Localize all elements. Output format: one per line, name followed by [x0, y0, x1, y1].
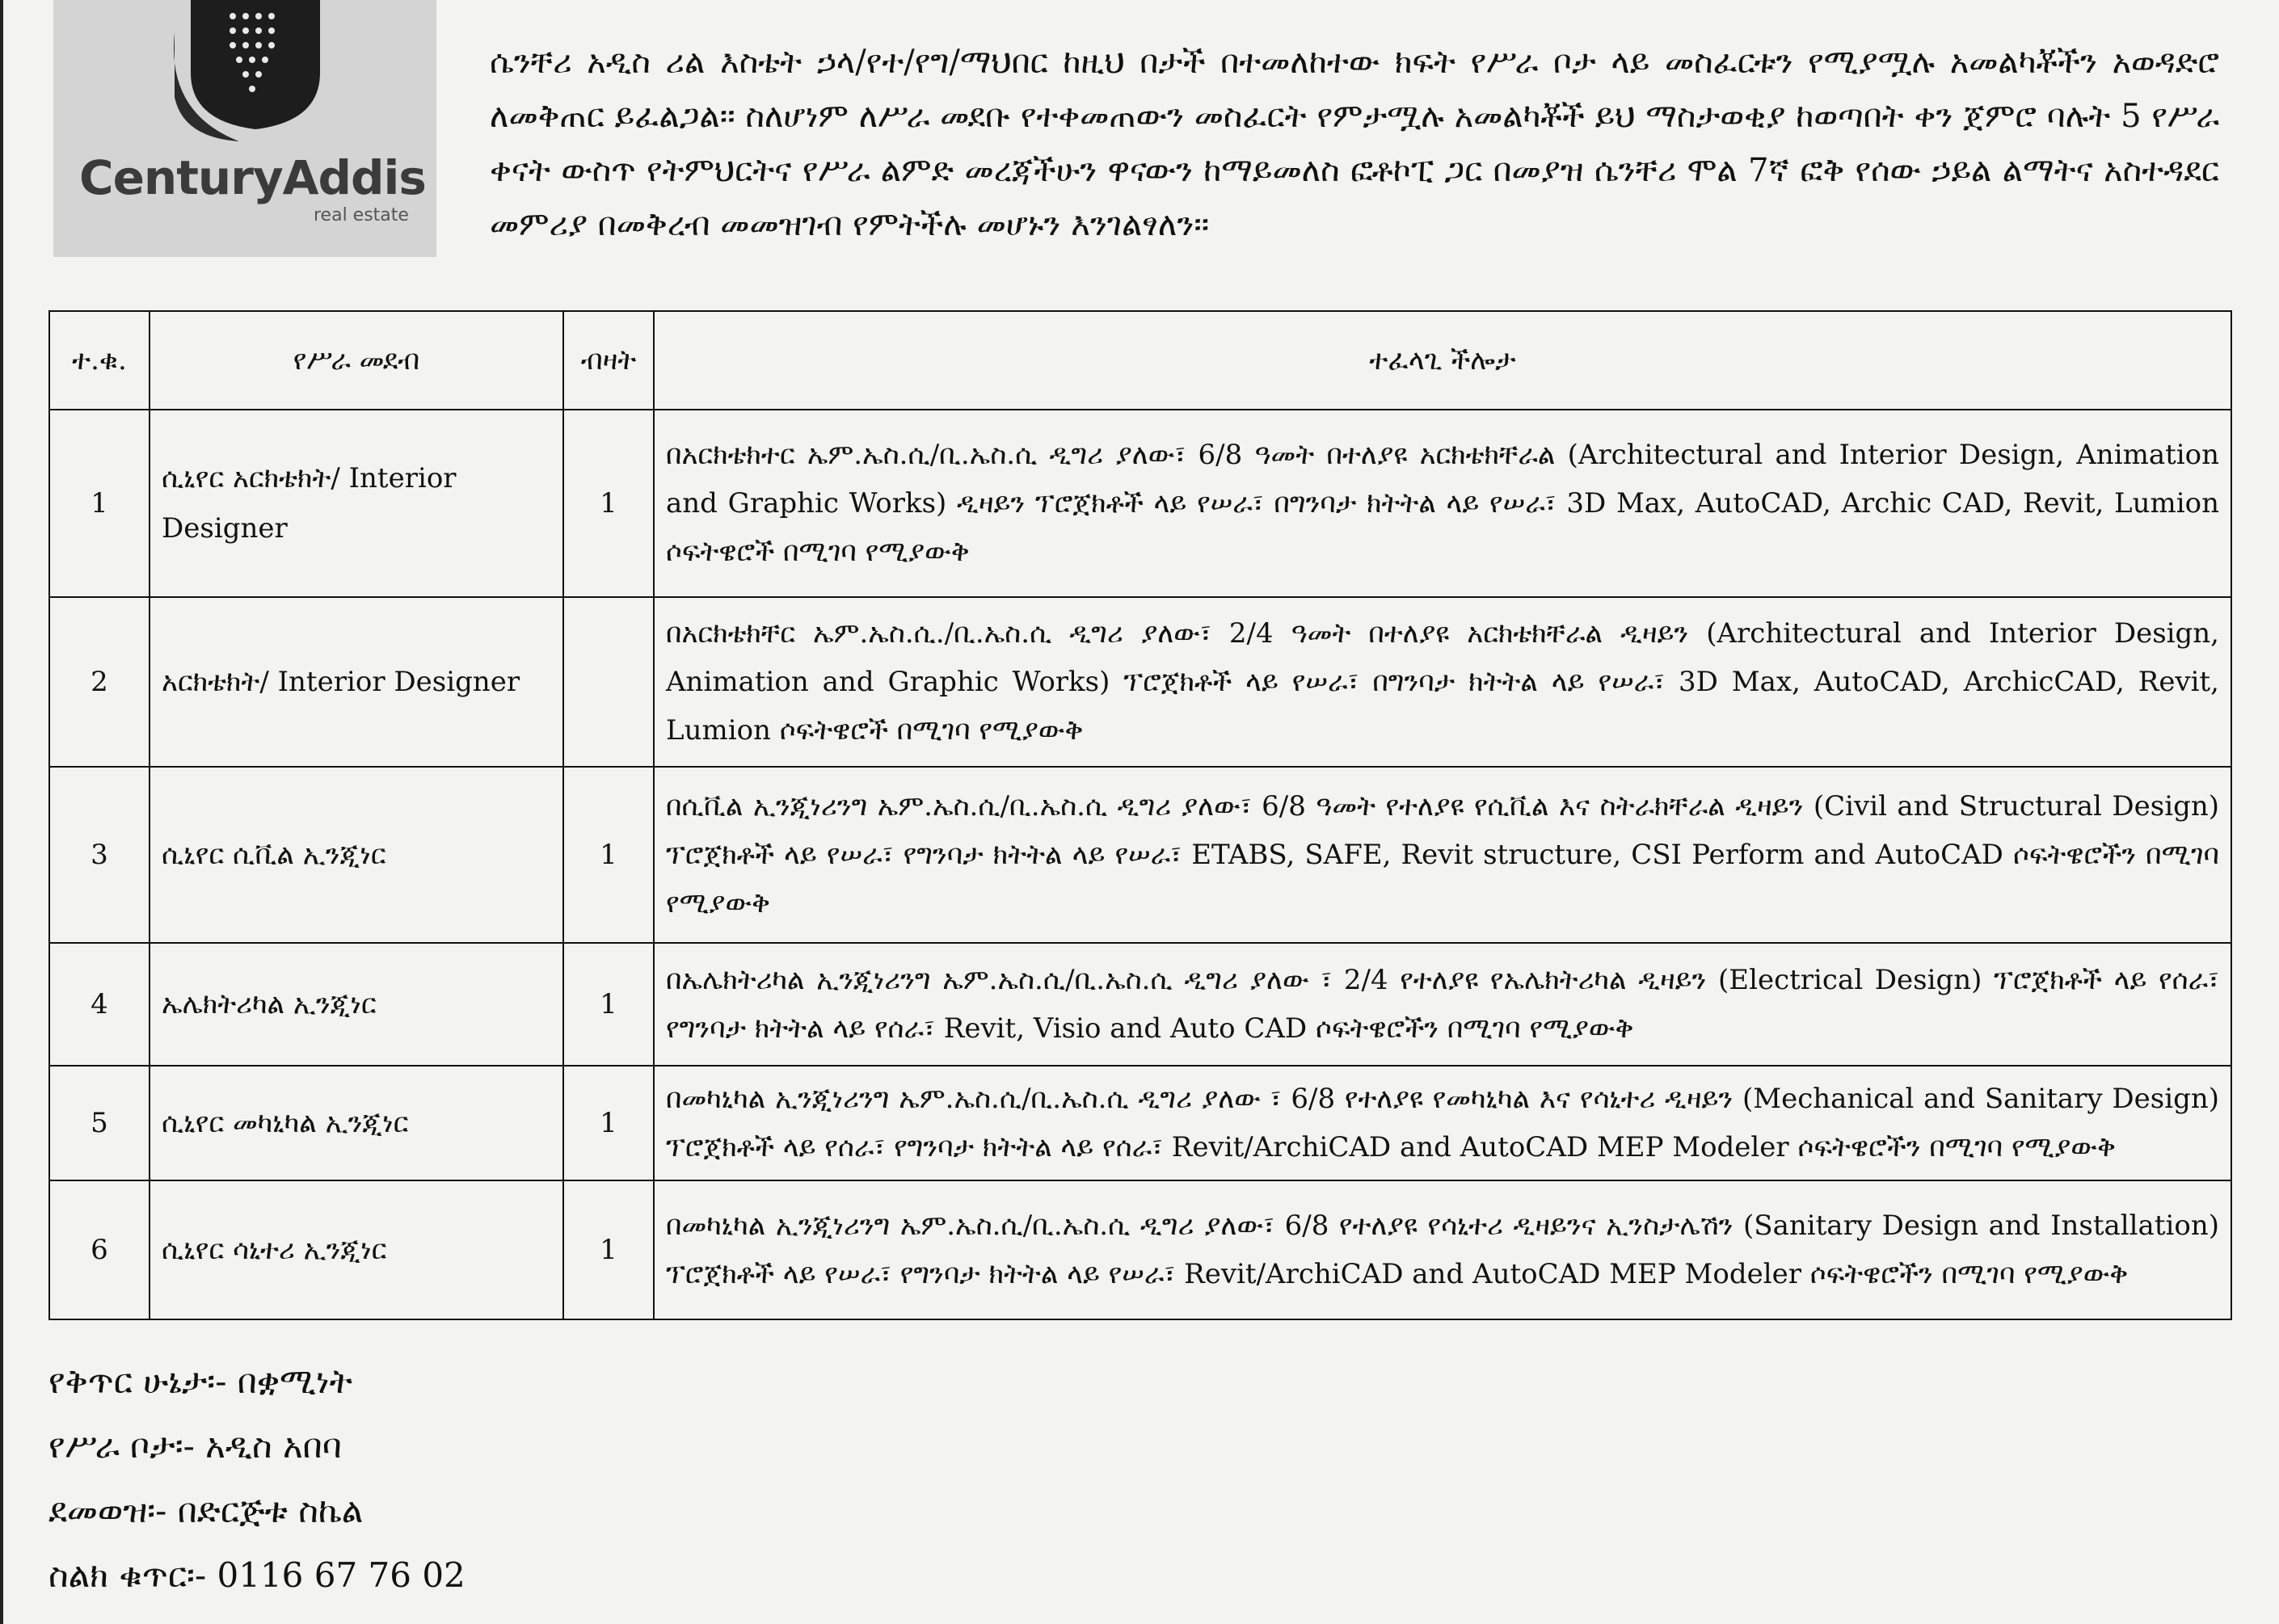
- row-number: 3: [49, 767, 150, 943]
- row-job-title: አርክቴክት/ Interior Designer: [150, 597, 563, 767]
- row-quantity: 1: [563, 943, 654, 1066]
- work-location: የሥራ ቦታ፡- አዲስ አበባ: [48, 1426, 342, 1466]
- row-job-title: ሲኒየር ሲቪል ኢንጂነር: [150, 767, 563, 943]
- table-row: [49, 410, 2231, 597]
- row-number: 2: [49, 597, 150, 767]
- employment-details: [48, 1349, 465, 1608]
- header-requirements: ተፈላጊ ችሎታ: [654, 311, 2231, 410]
- table-row: [49, 767, 2231, 943]
- row-quantity: 1: [563, 1180, 654, 1319]
- row-quantity: 1: [563, 1066, 654, 1180]
- row-quantity: 1: [563, 410, 654, 597]
- logo-brand-text: CenturyAddis: [79, 150, 426, 205]
- header-job-title: የሥራ መደብ: [150, 311, 563, 410]
- row-requirements: በአርክቴክቸር ኤም.ኤስ.ሲ./ቢ.ኤስ.ሲ ዲግሪ ያለው፣ 2/4 ዓመት በተለያዩ አርክቴክቸራል ዲዛይን (Architectural and Interior Design, Animation and Graphic Works) ፕሮጀክቶች ላይ የሠራ፣ በግንባታ ክትትል ላይ የሠራ፣ 3D Max, AutoCAD, ArchicCAD, Revit, Lumion ሶፍትዌሮች በሚገባ የሚያውቅ: [654, 597, 2231, 767]
- header-number: ተ.ቁ.: [49, 311, 150, 410]
- row-job-title: ሲኒየር ሳኒተሪ ኢንጂነር: [150, 1180, 563, 1319]
- row-requirements: በመካኒካል ኢንጂነሪንግ ኤም.ኤስ.ሲ/ቢ.ኤስ.ሲ ዲግሪ ያለው፣ 6/8 የተለያዩ የሳኒተሪ ዲዛይንና ኢንስታሌሽን (Sanitary Design and Installation) ፕሮጀክቶች ላይ የሠራ፣ የግንባታ ክትትል ላይ የሠራ፣ Revit/ArchiCAD and AutoCAD MEP Modeler ሶፍትዌሮችን በሚገባ የሚያውቅ: [654, 1180, 2231, 1319]
- table-header-row: [49, 311, 2231, 410]
- table-row: [49, 597, 2231, 767]
- header-quantity: ብዛት: [563, 311, 654, 410]
- row-requirements: በአርክቴክተር ኤም.ኤስ.ሲ/ቢ.ኤስ.ሲ ዲግሪ ያለው፣ 6/8 ዓመት በተለያዩ አርክቴክቸራል (Architectural and Interior Design, Animation and Graphic Works) ዲዛይን ፕሮጀክቶች ላይ የሠራ፣ በግንባታ ክትትል ላይ የሠራ፣ 3D Max, AutoCAD, Archic CAD, Revit, Lumion ሶፍትዌሮች በሚገባ የሚያውቅ: [654, 410, 2231, 597]
- row-quantity: [563, 597, 654, 767]
- row-job-title: ሲኒየር መካኒካል ኢንጂነር: [150, 1066, 563, 1180]
- table-row: [49, 1066, 2231, 1180]
- intro-paragraph: ሴንቸሪ አዲስ ሪል እስቴት ኃላ/የተ/የግ/ማህበር ከዚህ በታች በተመለከተው ክፍት የሥራ ቦታ ላይ መስፈርቱን የሚያሟሉ አመልካቾችን አወዳድሮ ለመቅጠር ይፈልጋል፡፡ ስለሆነም ለሥራ መደቡ የተቀመጠውን መስፈርት የምታሟሉ አመልካቾች ይህ ማስታወቂያ ከወጣበት ቀን ጀምሮ ባሉት 5 የሥራ ቀናት ውስጥ የትምህርትና የሥራ ልምድ መረጃችሁን ዋናውን ከማይመለስ ፎቶኮፒ ጋር በመያዝ ሴንቸሪ ሞል 7ኛ ፎቅ የሰው ኃይል ልማትና አስተዳደር መምሪያ በመቅረብ መመዝገብ የምትችሉ መሆኑን እንገልፃለን፡፡: [490, 44, 2219, 243]
- vacancy-table: [48, 310, 2232, 1320]
- row-quantity: 1: [563, 767, 654, 943]
- row-number: 1: [49, 410, 150, 597]
- row-number: 4: [49, 943, 150, 1066]
- row-requirements: በመካኒካል ኢንጂነሪንግ ኤም.ኤስ.ሲ/ቢ.ኤስ.ሲ ዲግሪ ያለው ፣ 6/8 የተለያዩ የመካኒካል እና የሳኒተሪ ዲዛይን (Mechanical and Sanitary Design) ፕሮጀክቶች ላይ የሰራ፣ የግንባታ ክትትል ላይ የሰራ፣ Revit/ArchiCAD and AutoCAD MEP Modeler ሶፍትዌሮችን በሚገባ የሚያውቅ: [654, 1066, 2231, 1180]
- row-job-title: ኤሌክትሪካል ኢንጂነር: [150, 943, 563, 1066]
- phone-number: ስልክ ቁጥር፡- 0116 67 76 02: [48, 1555, 465, 1595]
- company-logo: [53, 0, 436, 257]
- row-requirements: በኤሌክትሪካል ኢንጂነሪንግ ኤም.ኤስ.ሲ/ቢ.ኤስ.ሲ ዲግሪ ያለው ፣ 2/4 የተለያዩ የኤሌክትሪካል ዲዛይን (Electrical Design) ፕሮጀክቶች ላይ የሰራ፣ የግንባታ ክትትል ላይ የሰራ፣ Revit, Visio and Auto CAD ሶፍትዌሮችን በሚገባ የሚያውቅ: [654, 943, 2231, 1066]
- salary-info: ደመወዝ፡- በድርጅቱ ስኬል: [48, 1491, 364, 1530]
- row-job-title: ሲኒየር አርክቴክት/ Interior Designer: [150, 410, 563, 597]
- row-requirements: በሲቪል ኢንጂነሪንግ ኤም.ኤስ.ሲ/ቢ.ኤስ.ሲ ዲግሪ ያለው፣ 6/8 ዓመት የተለያዩ የሲቪል እና ስትራክቸራል ዲዛይን (Civil and Structural Design) ፕሮጀክቶች ላይ የሠራ፣ የግንባታ ክትትል ላይ የሠራ፣ ETABS, SAFE, Revit structure, CSI Perform and AutoCAD ሶፍትዌሮችን በሚገባ የሚያውቅ: [654, 767, 2231, 943]
- employment-type: የቅጥር ሁኔታ፡- በቋሚነት: [48, 1361, 352, 1401]
- table-row: [49, 1180, 2231, 1319]
- row-number: 6: [49, 1180, 150, 1319]
- table-row: [49, 943, 2231, 1066]
- row-number: 5: [49, 1066, 150, 1180]
- logo-tagline: real estate: [314, 205, 409, 225]
